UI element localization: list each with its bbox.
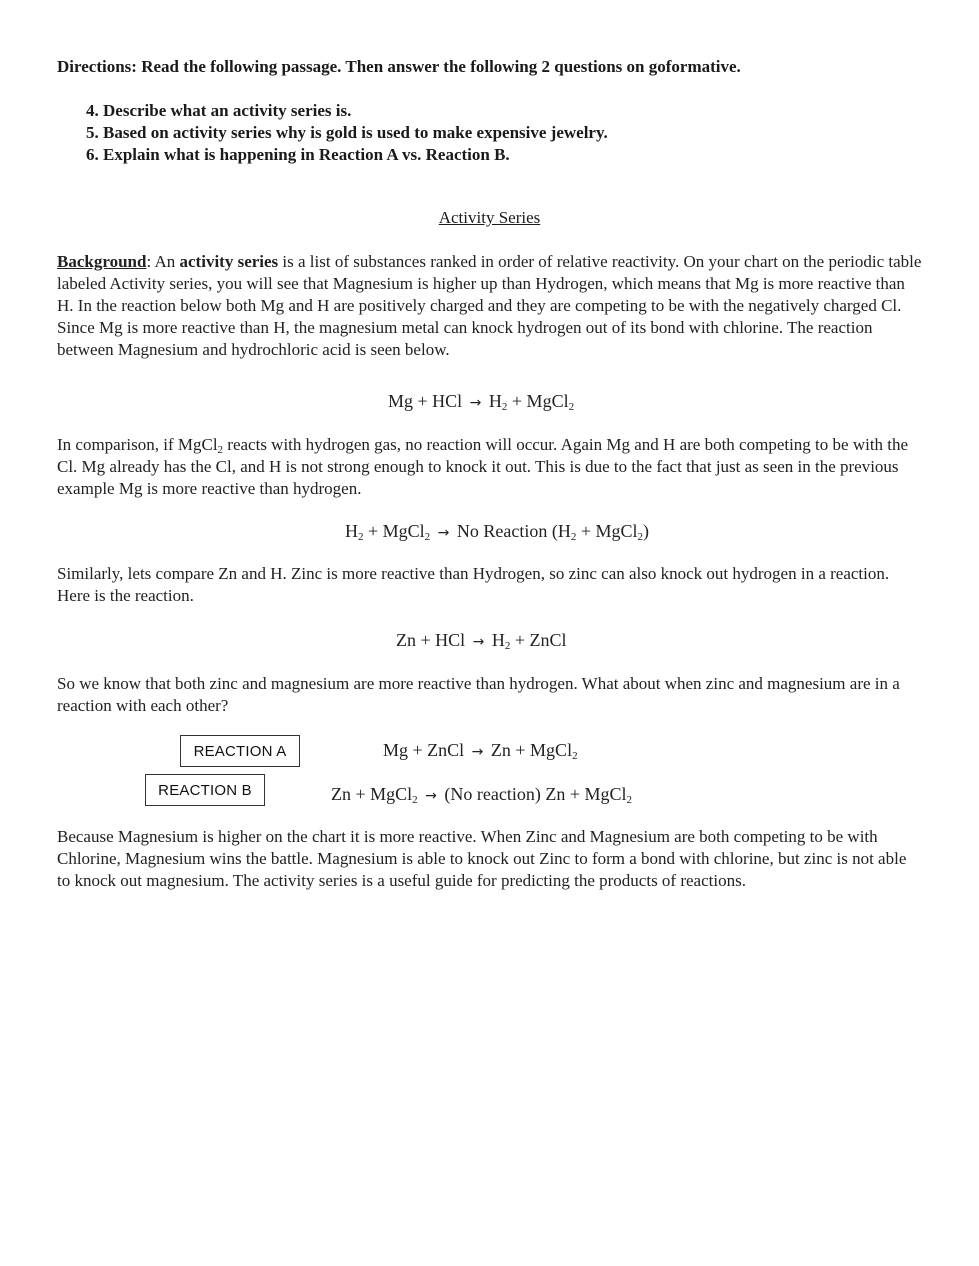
- comparison-paragraph: [57, 434, 923, 500]
- eq3-a: H: [491, 630, 505, 650]
- equation-reaction-a: [383, 738, 578, 764]
- eq1-lhs: Mg + HCl: [388, 391, 463, 411]
- eq1-sub-b: 2: [568, 401, 575, 413]
- eq2-b: + MgCl: [363, 521, 425, 541]
- eq2-e: ): [643, 521, 650, 541]
- para2-sub: 2: [217, 444, 224, 456]
- equation-zn-hcl: [396, 628, 567, 654]
- para2-b: reacts with hydrogen gas, no reaction will occur. Again Mg and H are both competing to be with the Cl. Mg already has the Cl, and H is not strong enough to knock it out. This is due to the fact that just as seen in the previous example Mg is more reactive than hydrogen.: [57, 435, 909, 498]
- background-label: Background: [57, 252, 147, 271]
- eq2-c: No Reaction (H: [456, 521, 571, 541]
- reaction-a-lhs: Mg + ZnCl: [383, 740, 465, 760]
- question-5: 5. Based on activity series why is gold is used to make expensive jewelry.: [86, 123, 608, 142]
- eq3-a-sub: 2: [504, 640, 511, 652]
- equation-h2-mgcl2: [345, 519, 649, 545]
- eq2-a-sub: 2: [358, 531, 364, 543]
- reaction-arrow-icon: →: [471, 744, 484, 760]
- equation-mg-hcl: [388, 389, 574, 415]
- eq3-lhs: Zn + HCl: [396, 630, 466, 650]
- background-paragraph: [57, 251, 923, 361]
- background-colon: : An: [146, 252, 180, 271]
- eq3-b: + ZnCl: [510, 630, 567, 650]
- reaction-arrow-icon: →: [469, 395, 482, 411]
- activity-series-term: activity series: [179, 252, 279, 271]
- reaction-arrow-icon: →: [472, 634, 485, 650]
- directions-text: Directions: Read the following passage. Then answer the following 2 questions on goformative.: [57, 57, 741, 76]
- eq2-d: + MgCl: [576, 521, 638, 541]
- reaction-b-lhs: Zn + MgCl: [331, 784, 413, 804]
- reaction-arrow-icon: →: [437, 525, 450, 541]
- eq1-sub-a: 2: [501, 401, 508, 413]
- reaction-b-sub: 2: [626, 794, 633, 806]
- page-title: Activity Series: [438, 208, 541, 227]
- question-paragraph: So we know that both zinc and magnesium are more reactive than hydrogen. What about when zinc and magnesium are in a reaction with each other?: [57, 674, 900, 715]
- background-text: is a list of substances ranked in order of relative reactivity. On your chart on the periodic table labeled Activity series, you will see that Magnesium is higher up than Hydrogen, which means that Mg is more reactive than H. In the reaction below both Mg and H are positively charged and they are competing to be with the negatively charged Cl. Since Mg is more reactive than H, the magnesium metal can knock hydrogen out of its bond with chlorine. The reaction between Magnesium and hydrochloric acid is seen below.: [57, 252, 922, 359]
- reaction-a-label: REACTION A: [180, 735, 300, 767]
- question-6: 6. Explain what is happening in Reaction A vs. Reaction B.: [86, 145, 510, 164]
- reaction-b-lhs-sub: 2: [412, 794, 418, 806]
- eq1-rhs-b: + MgCl: [507, 391, 569, 411]
- question-4: 4. Describe what an activity series is.: [86, 101, 352, 120]
- reaction-a-rhs: Zn + MgCl: [490, 740, 573, 760]
- eq2-d-sub: 2: [637, 531, 644, 543]
- reaction-a-sub: 2: [572, 750, 578, 762]
- reaction-arrow-icon: →: [425, 788, 437, 804]
- eq2-a: H: [345, 521, 358, 541]
- reaction-b-label: REACTION B: [145, 774, 265, 806]
- equation-reaction-b: [331, 782, 632, 808]
- para2-a: In comparison, if MgCl: [57, 435, 218, 454]
- eq1-rhs-a: H: [488, 391, 502, 411]
- reaction-b-rhs: (No reaction) Zn + MgCl: [444, 784, 627, 804]
- zinc-paragraph: Similarly, lets compare Zn and H. Zinc is more reactive than Hydrogen, so zinc can also knock out hydrogen in a reaction. Here is the reaction.: [57, 564, 890, 605]
- eq2-c-sub: 2: [570, 531, 577, 543]
- eq2-b-sub: 2: [424, 531, 431, 543]
- conclusion-paragraph: Because Magnesium is higher on the chart it is more reactive. When Zinc and Magnesium are both competing to be with Chlorine, Magnesium wins the battle. Magnesium is able to knock out Zinc to form a bond with chlorine, but zinc is not able to knock out magnesium. The activity series is a useful guide for predicting the products of reactions.: [57, 827, 907, 890]
- question-list: [86, 100, 952, 166]
